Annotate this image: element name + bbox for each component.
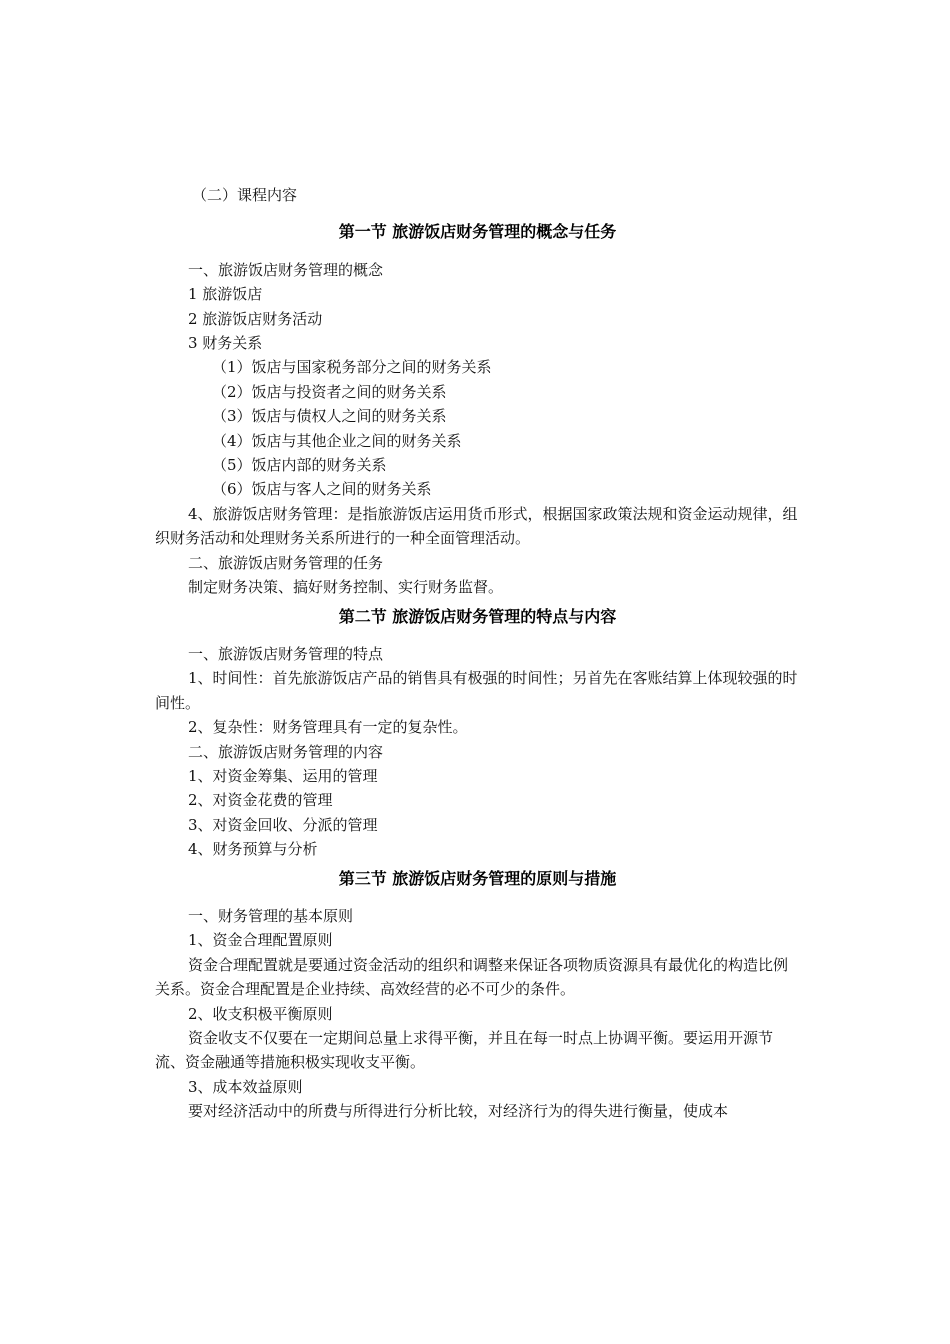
s1-sub-5: （5）饭店内部的财务关系 <box>212 456 387 475</box>
intro-heading: （二）课程内容 <box>192 186 298 204</box>
s1-line-3: 2 旅游饭店财务活动 <box>188 309 323 328</box>
s2-char-1: 1、时间性：首先旅游饭店产品的销售具有极强的时间性；另首先在客账结算上体现较强的时间性。 <box>155 669 798 712</box>
section-2-title: 第二节 旅游饭店财务管理的特点与内容 <box>338 606 617 626</box>
s3-p1-title: 1、资金合理配置原则 <box>188 931 333 950</box>
document-body <box>155 183 800 1124</box>
s3-p1-text: 资金合理配置就是要通过资金活动的组织和调整来保证各项物质资源具有最优化的构造比例关系。资金合理配置是企业持续、高效经营的必不可少的条件。 <box>155 955 789 999</box>
s2-item-1: 1、对资金筹集、运用的管理 <box>188 766 378 785</box>
s2-content-heading: 二、旅游饭店财务管理的内容 <box>188 742 384 761</box>
section-3-title: 第三节 旅游饭店财务管理的原则与措施 <box>338 868 617 888</box>
s1-sub-3: （3）饭店与债权人之间的财务关系 <box>212 407 447 426</box>
s1-task-heading: 二、旅游饭店财务管理的任务 <box>188 553 384 572</box>
s1-line-2: 1 旅游饭店 <box>188 285 263 304</box>
s1-sub-6: （6）饭店与客人之间的财务关系 <box>212 480 432 499</box>
s1-sub-4: （4）饭店与其他企业之间的财务关系 <box>212 431 462 450</box>
s1-sub-2: （2）饭店与投资者之间的财务关系 <box>212 382 447 401</box>
s2-char-heading: 一、旅游饭店财务管理的特点 <box>188 644 384 663</box>
s2-item-3: 3、对资金回收、分派的管理 <box>188 815 378 834</box>
s2-item-4: 4、财务预算与分析 <box>188 840 318 859</box>
s1-definition: 4、旅游饭店财务管理：是指旅游饭店运用货币形式，根据国家政策法规和资金运动规律，组织财务活动和处理财务关系所进行的一种全面管理活动。 <box>155 504 798 548</box>
s2-item-2: 2、对资金花费的管理 <box>188 791 333 810</box>
s1-line-4: 3 财务关系 <box>188 334 263 353</box>
s3-heading: 一、财务管理的基本原则 <box>188 906 354 925</box>
s3-p2-title: 2、收支积极平衡原则 <box>188 1004 333 1023</box>
s1-sub-1: （1）饭店与国家税务部分之间的财务关系 <box>212 358 492 377</box>
s1-task-text: 制定财务决策、搞好财务控制、实行财务监督。 <box>188 578 504 597</box>
s3-p2-text: 资金收支不仅要在一定期间总量上求得平衡，并且在每一时点上协调平衡。要运用开源节流、资金融通等措施积极实现收支平衡。 <box>155 1029 774 1072</box>
s3-p3-title: 3、成本效益原则 <box>188 1077 303 1096</box>
s2-char-2: 2、复杂性：财务管理具有一定的复杂性。 <box>188 718 468 737</box>
section-1-title: 第一节 旅游饭店财务管理的概念与任务 <box>338 222 617 242</box>
s1-line-1: 一、旅游饭店财务管理的概念 <box>188 260 384 279</box>
s3-p3-text: 要对经济活动中的所费与所得进行分析比较，对经济行为的得失进行衡量，使成本 <box>188 1102 729 1121</box>
